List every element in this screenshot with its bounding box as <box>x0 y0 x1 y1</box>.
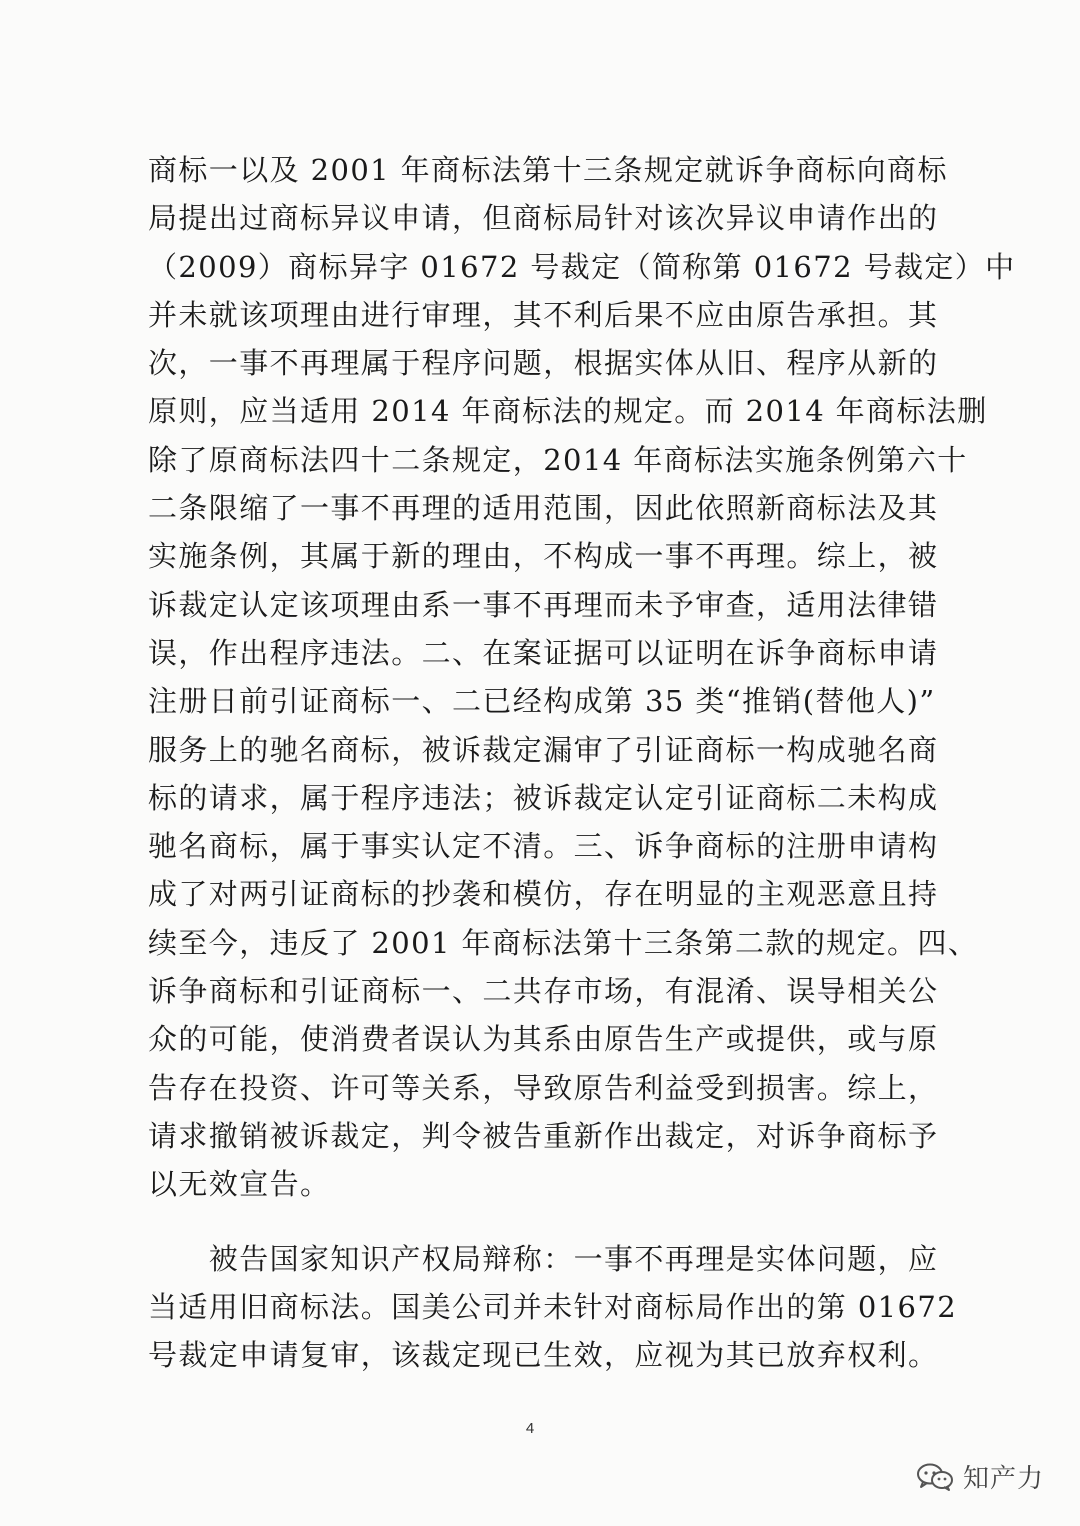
text-line: 众的可能，使消费者误认为其系由原告生产或提供，或与原 <box>148 1022 939 1057</box>
page-number: 4 <box>525 1420 535 1437</box>
text-line: 请求撤销被诉裁定，判令被告重新作出裁定，对诉争商标予 <box>148 1118 939 1153</box>
text-line: （2009）商标异字 01672 号裁定（简称第 01672 号裁定）中 <box>148 249 1016 284</box>
text-line: 被告国家知识产权局辩称：一事不再理是实体问题，应 <box>148 1241 939 1276</box>
text-line: 驰名商标，属于事实认定不清。三、诉争商标的注册申请构 <box>148 829 939 864</box>
text-line: 告存在投资、许可等关系，导致原告利益受到损害。综上， <box>148 1070 939 1105</box>
text-line: 当适用旧商标法。国美公司并未针对商标局作出的第 01672 <box>148 1289 958 1324</box>
text-line: 商标一以及 2001 年商标法第十三条规定就诉争商标向商标 <box>148 153 948 187</box>
text-line: 实施条例，其属于新的理由，不构成一事不再理。综上，被 <box>148 539 939 574</box>
text-line: 标的请求，属于程序违法；被诉裁定认定引证商标二未构成 <box>148 780 939 815</box>
paragraph-gap <box>148 1209 908 1235</box>
text-line: 诉裁定认定该项理由系一事不再理而未予审查，适用法律错 <box>148 587 939 622</box>
text-line: 续至今，违反了 2001 年商标法第十三条第二款的规定。四、 <box>148 925 979 960</box>
text-line: 误，作出程序违法。二、在案证据可以证明在诉争商标申请 <box>148 635 939 670</box>
document-body <box>148 146 1016 1379</box>
watermark <box>915 1458 1044 1495</box>
text-line: 并未就该项理由进行审理，其不利后果不应由原告承担。其 <box>148 297 939 332</box>
text-line: 次，一事不再理属于程序问题，根据实体从旧、程序从新的 <box>148 346 939 381</box>
wechat-icon <box>915 1462 955 1492</box>
text-line: 诉争商标和引证商标一、二共存市场，有混淆、误导相关公 <box>148 974 939 1009</box>
text-line: 服务上的驰名商标，被诉裁定漏审了引证商标一构成驰名商 <box>148 732 939 767</box>
watermark-text: 知产力 <box>962 1464 1044 1494</box>
text-line: 二条限缩了一事不再理的适用范围，因此依照新商标法及其 <box>148 491 939 526</box>
text-line: 除了原商标法四十二条规定，2014 年商标法实施条例第六十 <box>148 442 968 477</box>
text-line: 原则，应当适用 2014 年商标法的规定。而 2014 年商标法删 <box>148 394 988 429</box>
text-line: 号裁定申请复审，该裁定现已生效，应视为其已放弃权利。 <box>148 1338 939 1373</box>
text-line: 局提出过商标异议申请，但商标局针对该次异议申请作出的 <box>148 201 939 236</box>
text-line: 成了对两引证商标的抄袭和模仿，存在明显的主观恶意且持 <box>148 877 939 912</box>
text-line: 注册日前引证商标一、二已经构成第 35 类“推销(替他人)” <box>148 684 936 719</box>
text-line: 以无效宣告。 <box>148 1167 331 1202</box>
